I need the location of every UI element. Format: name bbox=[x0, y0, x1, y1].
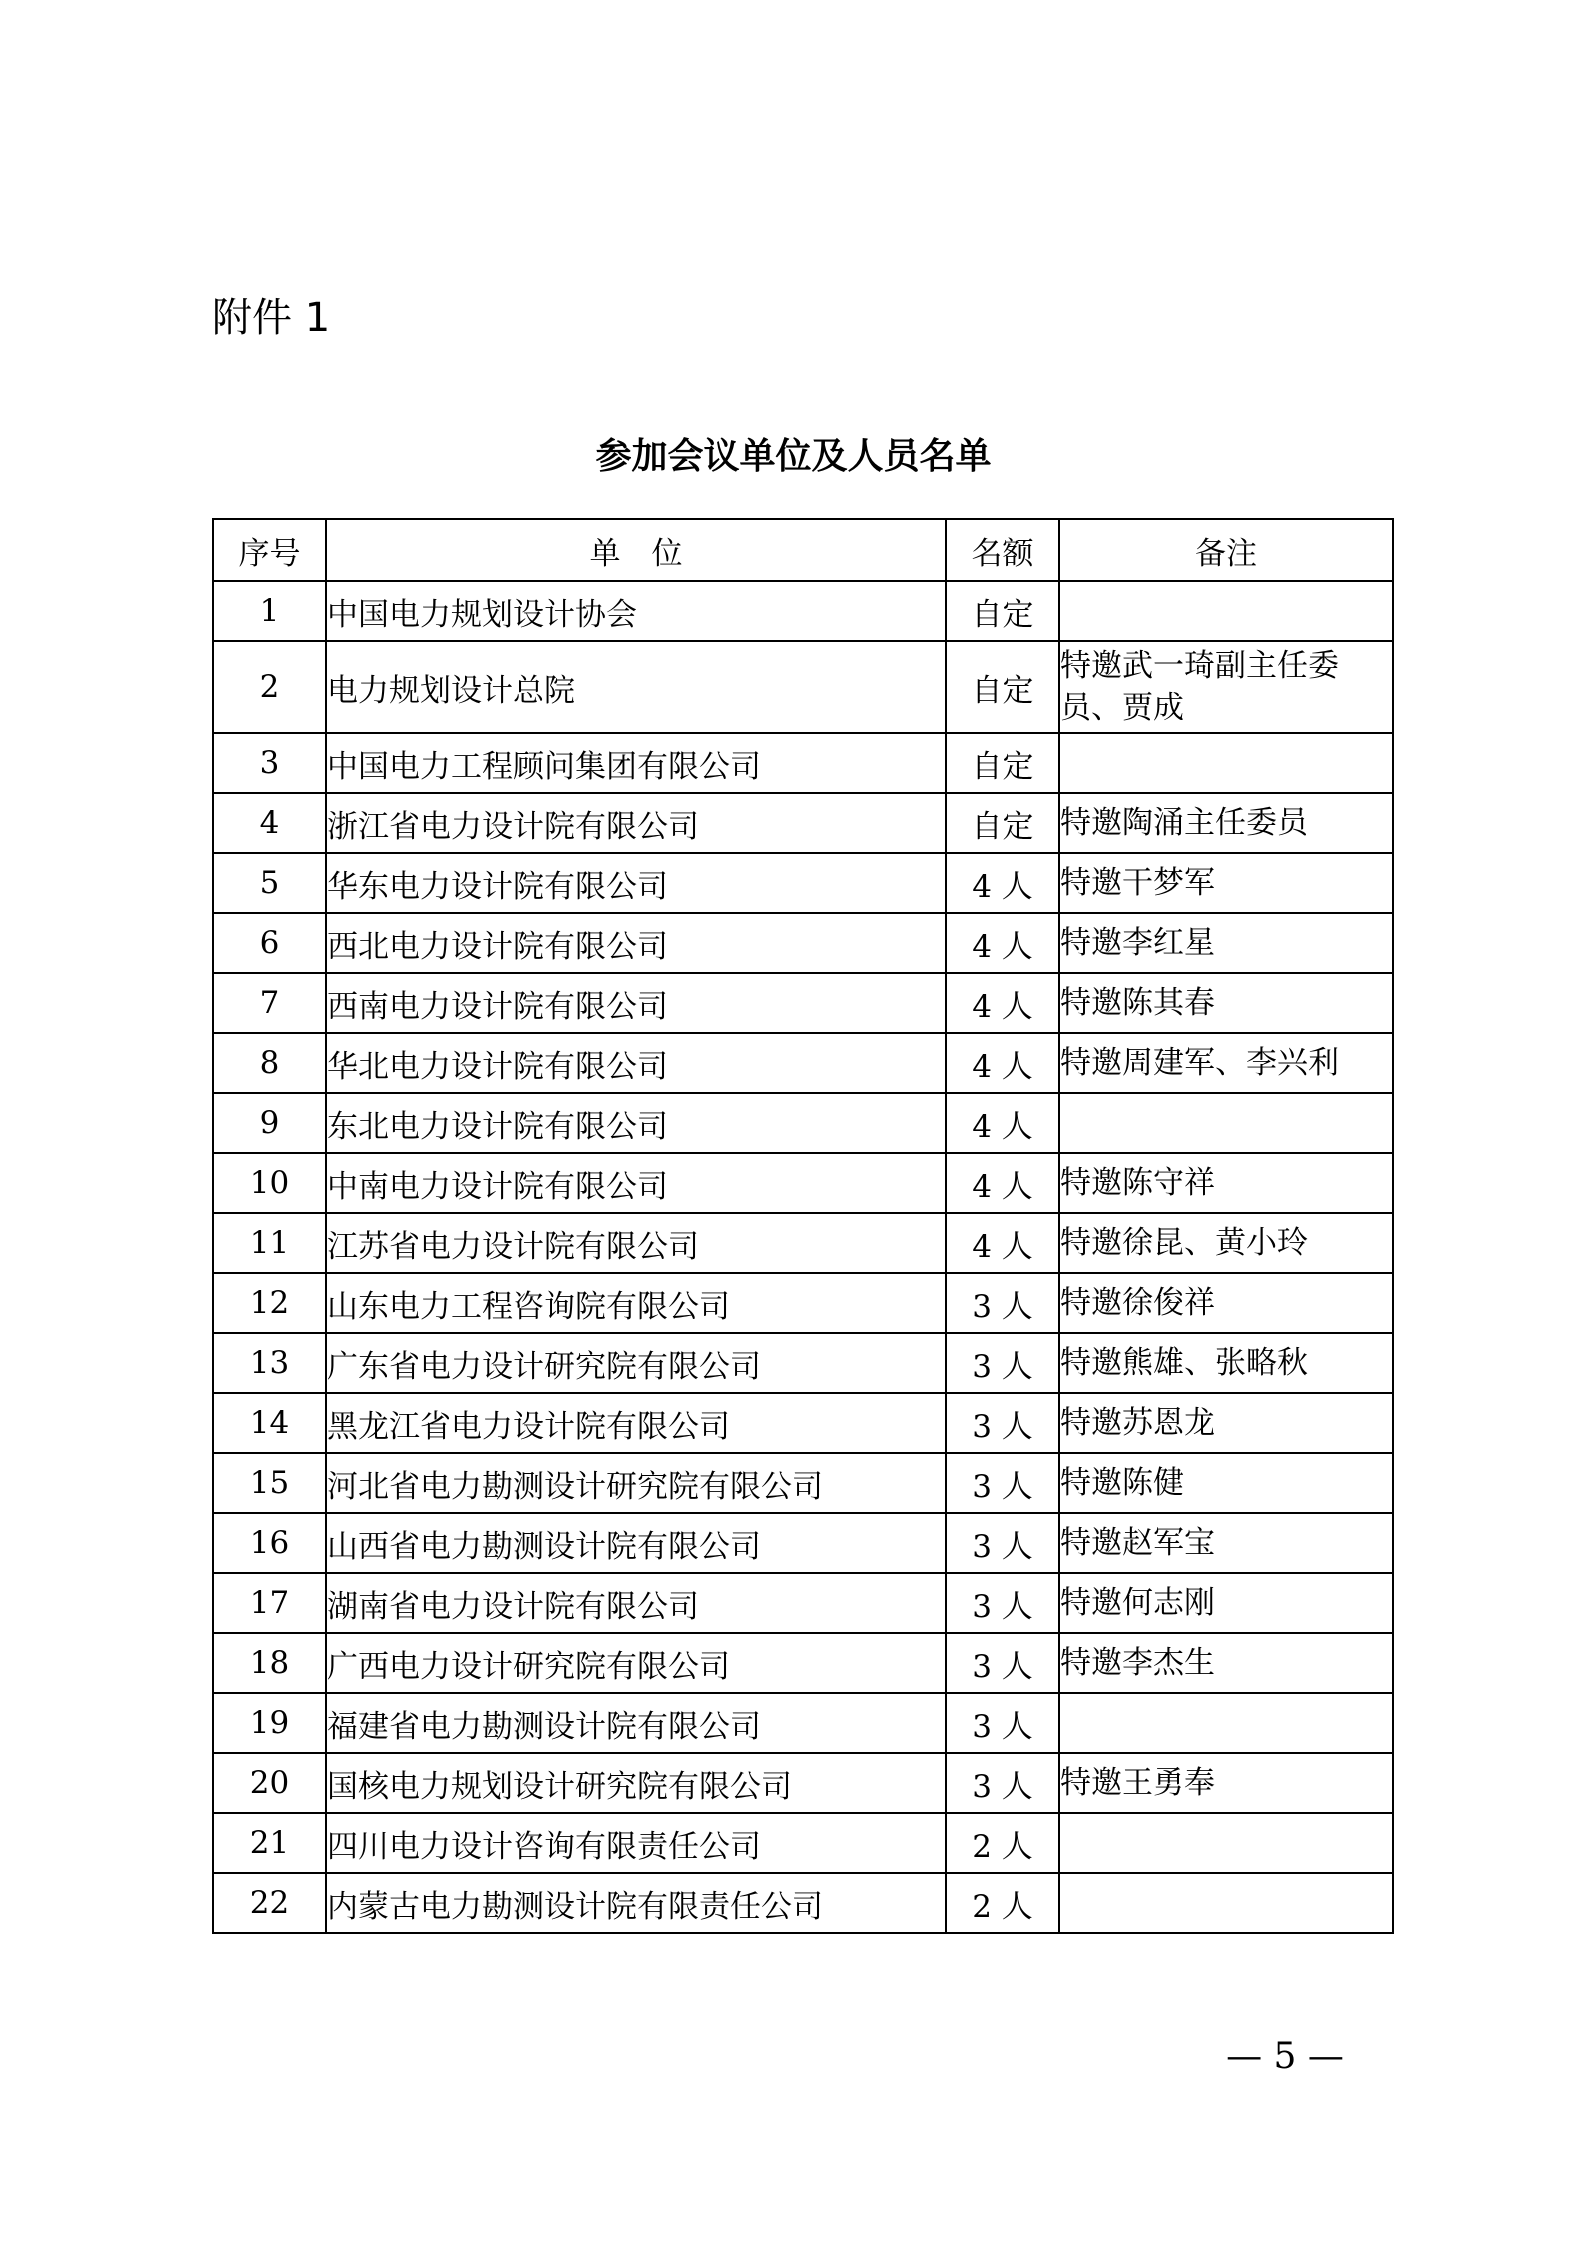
row-quota: 3 人 bbox=[946, 1633, 1059, 1693]
row-quota: 4 人 bbox=[946, 1033, 1059, 1093]
row-no: 1 bbox=[213, 581, 326, 641]
row-unit: 东北电力设计院有限公司 bbox=[326, 1093, 946, 1153]
row-note bbox=[1059, 1093, 1393, 1153]
row-no: 14 bbox=[213, 1393, 326, 1453]
row-note: 特邀武一琦副主任委员、贾成 bbox=[1059, 641, 1393, 733]
row-no: 7 bbox=[213, 973, 326, 1033]
row-no: 17 bbox=[213, 1573, 326, 1633]
row-quota: 3 人 bbox=[946, 1513, 1059, 1573]
row-unit: 中南电力设计院有限公司 bbox=[326, 1153, 946, 1213]
attendee-table bbox=[212, 518, 1394, 1934]
row-quota: 3 人 bbox=[946, 1453, 1059, 1513]
row-unit: 广西电力设计研究院有限公司 bbox=[326, 1633, 946, 1693]
table-row bbox=[213, 1093, 1393, 1153]
row-no: 2 bbox=[213, 641, 326, 733]
row-unit: 黑龙江省电力设计院有限公司 bbox=[326, 1393, 946, 1453]
row-unit: 中国电力规划设计协会 bbox=[326, 581, 946, 641]
row-unit: 内蒙古电力勘测设计院有限责任公司 bbox=[326, 1873, 946, 1933]
row-no: 18 bbox=[213, 1633, 326, 1693]
table-body bbox=[213, 581, 1393, 1933]
attachment-label: 附件 1 bbox=[212, 295, 331, 341]
row-quota: 2 人 bbox=[946, 1873, 1059, 1933]
row-note: 特邀赵军宝 bbox=[1059, 1513, 1393, 1573]
row-quota: 4 人 bbox=[946, 1213, 1059, 1273]
row-unit: 国核电力规划设计研究院有限公司 bbox=[326, 1753, 946, 1813]
row-unit: 广东省电力设计研究院有限公司 bbox=[326, 1333, 946, 1393]
row-no: 9 bbox=[213, 1093, 326, 1153]
row-no: 10 bbox=[213, 1153, 326, 1213]
row-quota: 3 人 bbox=[946, 1693, 1059, 1753]
row-note: 特邀苏恩龙 bbox=[1059, 1393, 1393, 1453]
row-no: 16 bbox=[213, 1513, 326, 1573]
table-row bbox=[213, 1513, 1393, 1573]
row-no: 5 bbox=[213, 853, 326, 913]
row-note: 特邀王勇奉 bbox=[1059, 1753, 1393, 1813]
row-quota: 4 人 bbox=[946, 913, 1059, 973]
row-unit: 电力规划设计总院 bbox=[326, 641, 946, 733]
row-no: 20 bbox=[213, 1753, 326, 1813]
table-row bbox=[213, 1633, 1393, 1693]
table-header-row bbox=[213, 519, 1393, 581]
row-unit: 浙江省电力设计院有限公司 bbox=[326, 793, 946, 853]
row-note: 特邀周建军、李兴利 bbox=[1059, 1033, 1393, 1093]
row-note bbox=[1059, 1813, 1393, 1873]
table-row bbox=[213, 581, 1393, 641]
row-unit: 华北电力设计院有限公司 bbox=[326, 1033, 946, 1093]
row-no: 8 bbox=[213, 1033, 326, 1093]
row-unit: 江苏省电力设计院有限公司 bbox=[326, 1213, 946, 1273]
row-quota: 3 人 bbox=[946, 1273, 1059, 1333]
table-row bbox=[213, 793, 1393, 853]
row-quota: 3 人 bbox=[946, 1753, 1059, 1813]
row-no: 12 bbox=[213, 1273, 326, 1333]
row-note: 特邀陈其春 bbox=[1059, 973, 1393, 1033]
row-unit: 中国电力工程顾问集团有限公司 bbox=[326, 733, 946, 793]
row-note bbox=[1059, 1873, 1393, 1933]
header-no: 序号 bbox=[213, 519, 326, 581]
row-no: 15 bbox=[213, 1453, 326, 1513]
table-row bbox=[213, 1333, 1393, 1393]
row-note: 特邀陶涌主任委员 bbox=[1059, 793, 1393, 853]
table-row bbox=[213, 1573, 1393, 1633]
row-no: 4 bbox=[213, 793, 326, 853]
row-quota: 4 人 bbox=[946, 1153, 1059, 1213]
row-note: 特邀李杰生 bbox=[1059, 1633, 1393, 1693]
row-unit: 湖南省电力设计院有限公司 bbox=[326, 1573, 946, 1633]
table-row bbox=[213, 1153, 1393, 1213]
table-row bbox=[213, 1753, 1393, 1813]
table-row bbox=[213, 1873, 1393, 1933]
row-unit: 四川电力设计咨询有限责任公司 bbox=[326, 1813, 946, 1873]
row-quota: 自定 bbox=[946, 733, 1059, 793]
row-note: 特邀何志刚 bbox=[1059, 1573, 1393, 1633]
row-note: 特邀陈守祥 bbox=[1059, 1153, 1393, 1213]
row-unit: 河北省电力勘测设计研究院有限公司 bbox=[326, 1453, 946, 1513]
table-row bbox=[213, 853, 1393, 913]
table-row bbox=[213, 913, 1393, 973]
row-quota: 自定 bbox=[946, 641, 1059, 733]
table-row bbox=[213, 973, 1393, 1033]
row-unit: 山东电力工程咨询院有限公司 bbox=[326, 1273, 946, 1333]
header-unit: 单 位 bbox=[326, 519, 946, 581]
row-quota: 4 人 bbox=[946, 973, 1059, 1033]
row-note: 特邀李红星 bbox=[1059, 913, 1393, 973]
row-quota: 2 人 bbox=[946, 1813, 1059, 1873]
document-title: 参加会议单位及人员名单 bbox=[595, 435, 992, 477]
row-no: 13 bbox=[213, 1333, 326, 1393]
row-no: 21 bbox=[213, 1813, 326, 1873]
row-no: 22 bbox=[213, 1873, 326, 1933]
row-quota: 自定 bbox=[946, 581, 1059, 641]
row-quota: 3 人 bbox=[946, 1393, 1059, 1453]
row-no: 6 bbox=[213, 913, 326, 973]
row-quota: 4 人 bbox=[946, 1093, 1059, 1153]
row-note: 特邀陈健 bbox=[1059, 1453, 1393, 1513]
row-note: 特邀徐俊祥 bbox=[1059, 1273, 1393, 1333]
row-note bbox=[1059, 581, 1393, 641]
row-note: 特邀熊雄、张略秋 bbox=[1059, 1333, 1393, 1393]
row-quota: 4 人 bbox=[946, 853, 1059, 913]
table-row bbox=[213, 1273, 1393, 1333]
row-quota: 3 人 bbox=[946, 1573, 1059, 1633]
header-note: 备注 bbox=[1059, 519, 1393, 581]
table-row bbox=[213, 1213, 1393, 1273]
row-unit: 华东电力设计院有限公司 bbox=[326, 853, 946, 913]
row-note bbox=[1059, 1693, 1393, 1753]
row-quota: 自定 bbox=[946, 793, 1059, 853]
row-no: 11 bbox=[213, 1213, 326, 1273]
row-note bbox=[1059, 733, 1393, 793]
header-quota: 名额 bbox=[946, 519, 1059, 581]
row-unit: 福建省电力勘测设计院有限公司 bbox=[326, 1693, 946, 1753]
table-row bbox=[213, 1693, 1393, 1753]
page-number: — 5 — bbox=[1226, 2036, 1344, 2077]
row-note: 特邀干梦军 bbox=[1059, 853, 1393, 913]
row-quota: 3 人 bbox=[946, 1333, 1059, 1393]
table-row bbox=[213, 641, 1393, 733]
table-row bbox=[213, 1453, 1393, 1513]
row-note: 特邀徐昆、黄小玲 bbox=[1059, 1213, 1393, 1273]
row-no: 19 bbox=[213, 1693, 326, 1753]
table-row bbox=[213, 1813, 1393, 1873]
row-no: 3 bbox=[213, 733, 326, 793]
table-row bbox=[213, 733, 1393, 793]
row-unit: 西北电力设计院有限公司 bbox=[326, 913, 946, 973]
table-row bbox=[213, 1033, 1393, 1093]
table-row bbox=[213, 1393, 1393, 1453]
row-unit: 山西省电力勘测设计院有限公司 bbox=[326, 1513, 946, 1573]
row-unit: 西南电力设计院有限公司 bbox=[326, 973, 946, 1033]
